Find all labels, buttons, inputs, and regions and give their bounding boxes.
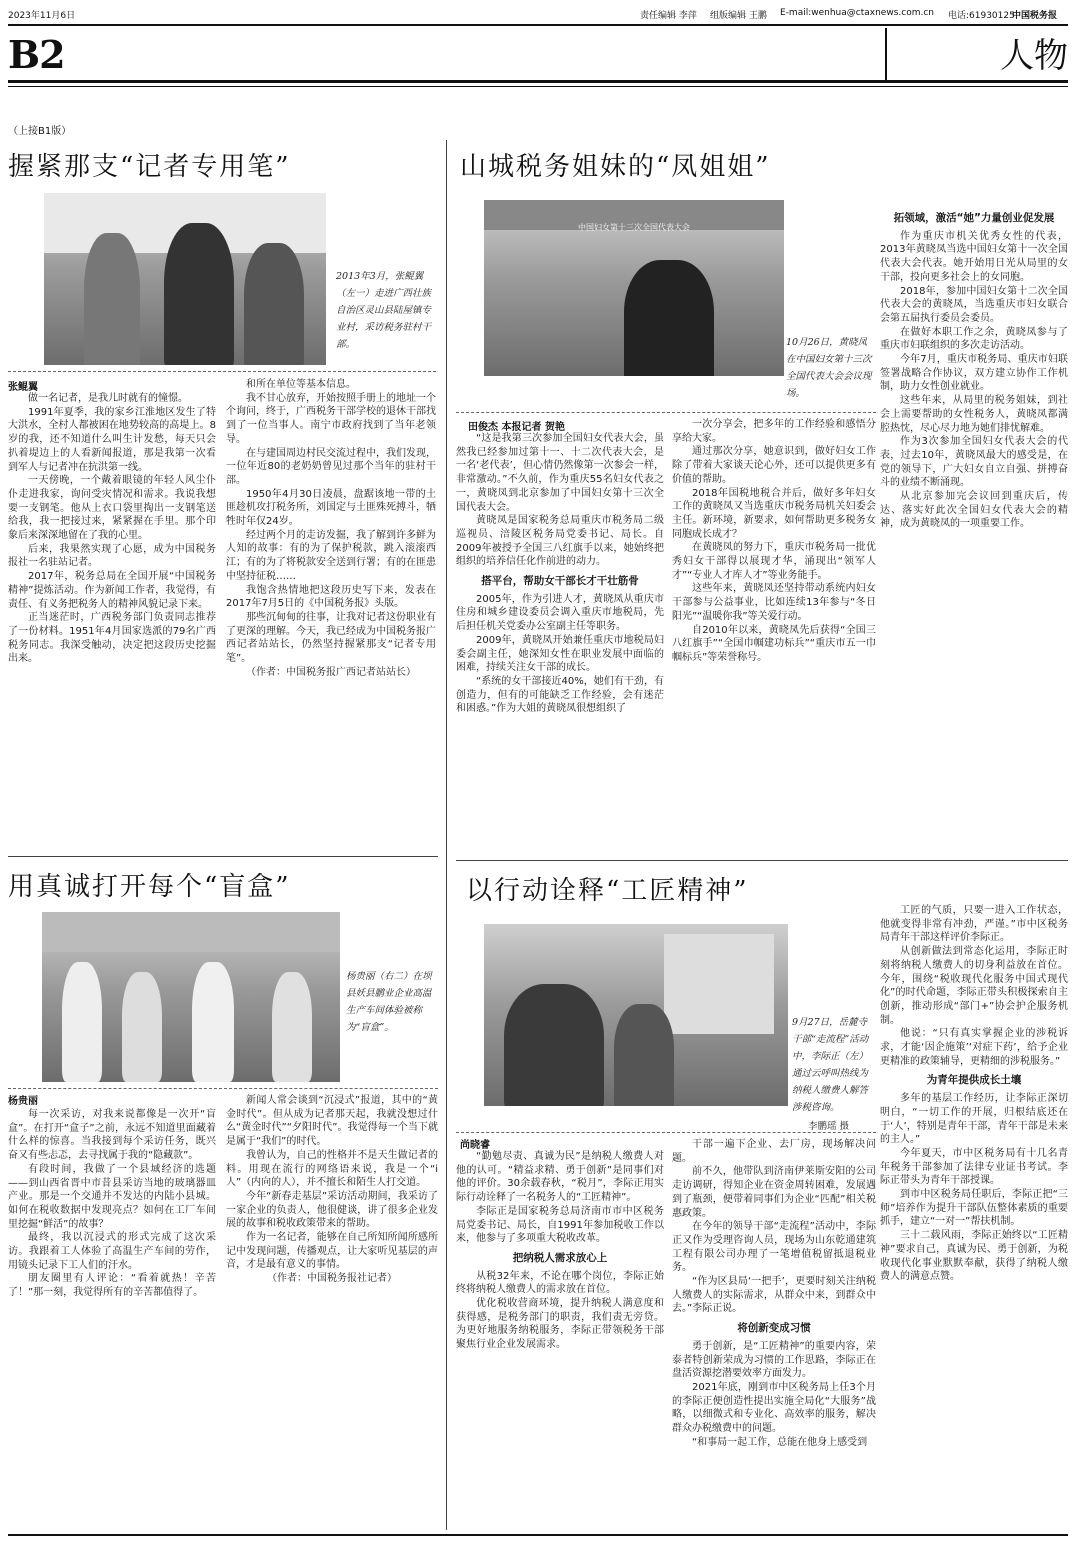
paragraph: 2005年，作为引进人才，黄晓凤从重庆市住房和城乡建设委员会调入重庆市地税局，先后担任机关党委办公室副主任等职务。 — [456, 593, 664, 633]
article4-caption: 9月27日，岳麓寺干部“走流程”活动中，李际正（左）通过云呼叫热线为纳税人缴费人解答涉税咨询。 — [792, 1017, 869, 1113]
paragraph: 2009年，黄晓凤开始兼任重庆市地税局妇委会副主任，她深知女性在职业发展中面临的困难，持续关注女干部的成长。 — [456, 634, 664, 674]
paragraph: “和事局一起工作，总能在他身上感受到 — [692, 1436, 868, 1448]
article4-col2 — [672, 1138, 876, 1520]
article4-title: 以行动诠释“工匠精神” — [466, 876, 749, 906]
article2-caption: 杨贵丽（右二）在坝县妖县鹏业企业高温生产车间体验被称为“盲盒”。 — [346, 971, 432, 1033]
article4-col3 — [880, 904, 1068, 1520]
paragraph: 作为一名记者，能够在自己所知所闻所感所记中发现问题，传播观点，让大家听见基层的声音，才是最有意义的事情。 — [226, 1232, 438, 1271]
editor-credit: 责任编辑 李萍 — [640, 11, 697, 21]
layout-credit: 组版编辑 王鹏 — [710, 11, 767, 21]
paragraph: 作为重庆市机关优秀女性的代表，2013年黄晓凤当选中国妇女第十一次全国代表大会代表。她开始用日光从局里的女干部，投向更多社会上的女同胞。 — [880, 230, 1068, 283]
paragraph: 李际正是国家税务总局济南市市中区税务局党委书记、局长，自1991年参加税收工作以来，他参与了多项重大税收改革。 — [456, 1205, 664, 1245]
paragraph: 今年7月，重庆市税务局、重庆市妇联签署战略合作协议，双方建立协作工作机制，助力女性创业就业。 — [880, 354, 1068, 393]
paragraph: 2021年底，刚到市中区税务局上任3个月的李际正便创造性提出实施全局化“大服务”战略，以细微式和专业化、高效率的服务，解决群众办税缴费中的问题。 — [672, 1381, 876, 1435]
article3-subheading: 拓领域，激活“她”力量创业促发展 — [893, 212, 1055, 224]
paragraph: 经过两个月的走访发掘，我了解到许多鲜为人知的故事：有的为了保护税款，跳入滚滚西江；有的为了将税款安全送到行署；有的在匪患中坚持征税…… — [226, 529, 436, 582]
article3-author: 田俊杰 本报记者 贺艳 — [468, 422, 565, 433]
paragraph: 三十二载风雨，李际正始终以“工匠精神”要求自己，真诚为民、勇于创新，为税收现代化事业默默奉献，获得了纳税人缴费人的满意点赞。 — [880, 1230, 1068, 1283]
paragraph: 2018年国税地税合并后，做好多年妇女工作的黄晓凤又当选重庆市税务局机关妇委会主任。新环境，新要求，如何帮助更多税务女同胞成长成才？ — [672, 487, 876, 540]
paragraph: 优化税收营商环境，提升纳税人满意度和获得感，是税务部门的职责，我们责无旁贷。为更好地服务纳税服务，李际正带领税务干部聚焦行业企业发展需求。 — [456, 1298, 664, 1351]
paragraph: 到市中区税务局任职后，李际正把“三师”培养作为提升干部队伍整体素质的重要抓手，建立“一对一”帮扶机制。 — [880, 1189, 1068, 1228]
paragraph: 后来，我果然实现了心愿，成为中国税务报社一名驻站记者。 — [8, 543, 216, 569]
article1-dash — [8, 371, 436, 372]
contact-phone: 电话:61930125 — [948, 11, 1015, 21]
paragraph: 2017年，税务总局在全国开展“中国税务精神”提炼活动。作为新闻工作者，我觉得，有责任、有义务把税务人的精神风貌记录下来。 — [8, 571, 216, 610]
article1-photo — [44, 193, 326, 365]
paragraph: 这些年来，黄晓凤还坚持带动系统内妇女干部参与公益事业，比如连续13年参与“冬日阳光”“温暖你我”等关爱行动。 — [672, 583, 876, 622]
page-rule-thin — [8, 86, 1068, 87]
article2-col1 — [8, 1108, 216, 1518]
article1-col1 — [8, 392, 216, 742]
paragraph: 勇于创新，是“工匠精神”的重要内容，荣泰者特创新荣成为习惯的工作思路，李际正在盘活资源挖潜要效率方面发力。 — [672, 1340, 876, 1380]
paragraph: 从税32年来，不论在哪个岗位，李际正始终将纳税人缴费人的需求放在首位。 — [456, 1270, 664, 1296]
paragraph: 每一次采访，对我来说都像是一次开“盲盒”。在打开“盒子”之前，永远不知道里面藏着什么样的惊喜。当我接到每个采访任务，既兴奋又有些忐忑，去寻找属于我的“隐藏款”。 — [8, 1109, 216, 1162]
article3-dash — [456, 412, 876, 413]
article3-col1 — [456, 432, 664, 830]
paragraph: 自2010年以来，黄晓凤先后获得“全国三八红旗手”“全国巾帼建功标兵”“重庆市五一巾帼标兵”等荣誉称号。 — [672, 624, 876, 663]
paragraph: 从创新做法到常态化运用，李际正时刻将纳税人缴费人的切身利益放在首位。今年，围绕“税收现代化服务中国式现代化”的时代命题，李际正带头积极探索自主创新，推动形成“部门+”协会护企服务机制。 — [880, 946, 1068, 1026]
paragraph: 在黄晓凤的努力下，重庆市税务局一批优秀妇女干部得以展现才华，涌现出“领军人才”“专业人才库人才”等业务能手。 — [672, 542, 876, 581]
paragraph: 今年夏天，市中区税务局有十几名青年税务干部参加了法律专业证书考试。李际正带头为青年干部授课。 — [880, 1147, 1068, 1187]
paragraph: 1950年4月30日凌晨，盘踞该地一带的土匪趁机攻打税务所，刘国定与土匪殊死搏斗，牺牲时年仅24岁。 — [226, 488, 436, 528]
paragraph: 正当迷茫时，广西税务部门负责同志推荐了一份材料。1951年4月国家选派的79名广西税务同志。我深受触动，决定把这段历史挖掘出来。 — [8, 612, 216, 665]
paragraph: 通过那次分享，她意识到，做好妇女工作除了带着大家谈天论心外，还可以提供更多有价值的帮助。 — [672, 446, 876, 485]
article2-photo — [42, 912, 340, 1082]
paragraph: “这是我第三次参加全国妇女代表大会，虽然我已经参加过第十一、十二次代表大会，是一名‘老代表’，但心情仍然像第一次参会一样，非常激动。”不久前，作为重庆55名妇女代表之一，黄晓凤到北京参加了中国妇女第十三次全国代表大会。 — [456, 433, 664, 513]
article4-subheading: 将创新变成习惯 — [737, 1322, 811, 1335]
article3-subheading: 搭平台，帮助女干部长才干壮筋骨 — [481, 575, 639, 588]
article3-photo — [484, 200, 784, 376]
paragraph: 那些沉甸甸的往事，让我对记者这份职业有了更深的理解。今天，我已经成为中国税务报广西记者站站长，仍然坚持握紧那支“记者专用笔”。 — [226, 611, 436, 665]
paragraph: 工匠的气质，只要一进入工作状态，他就变得非常有冲劲，严谨。”市中区税务局青年干部这样评价李际正。 — [880, 905, 1068, 944]
paragraph: 2018年，参加中国妇女第十二次全国代表大会的黄晓凤，当选重庆市妇女联合会第五届执行委员会委员。 — [880, 285, 1068, 324]
paragraph: 做一名记者，是我儿时就有的憧憬。 — [28, 393, 188, 404]
paragraph: 这些年来，从局里的税务姐妹，到社会上需要帮助的女性税务人，黄晓凤都满腔热忱，尽心尽力地为她们排忧解难。 — [880, 395, 1068, 434]
paragraph: 前不久，他带队到济南伊莱斯安阳的公司走访调研，得知企业在资金周转困难，发展遇到了瓶颈，便带着同事们为企业“匹配”相关税惠政策。 — [672, 1166, 876, 1219]
paragraph: 在今年的领导干部“走流程”活动中，李际正又作为受理咨询人员，现场为山东乾通建筑工程有限公司办理了一笔增值税留抵退税业务。 — [672, 1221, 876, 1274]
column-divider — [446, 140, 447, 1530]
paragraph: 多年的基层工作经历，让李际正深切明白，“一切工作的开展，归根结底还在于‘人’，特别是青年干部，青年干部是未来的主人。” — [880, 1093, 1068, 1146]
paragraph: “系统的女干部接近40%，她们有干劲，有创造力，但有的可能缺乏工作经验，会有迷茫和困惑。”作为大姐的黄晓凤很想组织了 — [456, 675, 664, 715]
article1-title: 握紧那支“记者专用笔” — [8, 152, 291, 182]
paragraph: 有段时间，我做了一个县域经济的选题——到山西省晋中市昔县采访当地的玻璃器皿产业。那是一个交通并不发达的内陆小县城。如何在税收数据中发现亮点？如何在工厂车间里挖掘“鲜活”的故事？ — [8, 1163, 216, 1230]
article4-author: 尚晓睿 — [460, 1140, 490, 1151]
paragraph: 和所在单位等基本信息。 — [246, 379, 356, 390]
article4-subheading: 为青年提供成长土壤 — [926, 1074, 1022, 1087]
paper-name: 中国税务报 — [1012, 11, 1058, 21]
page-rule — [8, 80, 1068, 83]
article2-col2 — [226, 1094, 438, 1518]
article-separator — [8, 856, 438, 857]
paragraph: 我不甘心放弃，开始按照手册上的地址一个个询问，终于，广西税务干部学校的退休干部找到了一位当事人。南宁市政府找到了当年老领导。 — [226, 392, 436, 445]
paragraph: “作为区县局‘一把手’，更要时刻关注纳税人缴费人的实际需求，从群众中来，到群众中去。”李际正说。 — [672, 1276, 876, 1315]
article2-dash — [8, 1088, 438, 1089]
author-note: （作者：中国税务报社记者） — [267, 1273, 397, 1285]
article3-title: 山城税务姐妹的“凤姐姐” — [460, 152, 771, 182]
paragraph: 从北京参加完会议回到重庆后，传达、落实好此次全国妇女代表大会的精神，成为黄晓凤的一项重要工作。 — [880, 491, 1068, 530]
paragraph: 今年“新春走基层”采访活动期间，我采访了一家企业的负责人，他很健谈，讲了很多企业发展的故事和税收政策带来的帮助。 — [226, 1190, 438, 1230]
article1-author: 张鲲翼 — [8, 382, 38, 393]
article1-col2 — [226, 378, 436, 742]
paragraph: 新闻人常会谈到“沉浸式”报道，其中的“黄金时代”。但从成为记者那天起，我就没想过什么“黄金时代”“夕阳时代”。我觉得每一个当下就是属于“我们”的时代。 — [226, 1095, 438, 1148]
article4-photo-credit: 李鹏瑶 摄 — [808, 1121, 850, 1132]
page-header — [0, 0, 1076, 26]
article-separator — [456, 860, 1068, 861]
paragraph: 我饱含热情地把这段历史写下来，发表在2017年7月5日的《中国税务报》头版。 — [226, 584, 436, 610]
contact-email[interactable]: E-mail:wenhua@ctaxnews.com.cn — [780, 8, 934, 18]
continued-note: （上接B1版） — [8, 126, 72, 137]
article4-photo — [484, 924, 788, 1106]
paragraph: 最终，我以沉浸式的形式完成了这次采访。我跟着工人体验了高温生产车间的劳作，用镜头记录下工人们的汗水。 — [8, 1232, 216, 1271]
paragraph: 我曾认为，自己的性格并不是天生做记者的料。用现在流行的网络语来说，我是一个“i人”（内向的人），并不擅长和陌生人打交道。 — [226, 1149, 438, 1189]
article4-col1 — [456, 1150, 664, 1520]
section-title: 人物 — [1000, 36, 1068, 76]
paragraph: 作为3次参加全国妇女代表大会的代表，过去10年，黄晓凤最大的感受是，在党的领导下，广大妇女自立自强、拼搏奋斗的业绩不断涌现。 — [880, 436, 1068, 489]
paragraph: 在与建国周边村民交流过程中，我们发现，一位年近80的老奶奶曾见过那个当年的驻村干部。 — [226, 447, 436, 486]
footer-rule — [8, 1534, 1068, 1536]
conference-banner: 中国妇女第十三次全国代表大会 — [578, 223, 690, 232]
paragraph: 他说：“只有真实掌握企业的涉税诉求，才能‘因企施策’‘对症下药’，给予企业更精准的政策辅导，更精细的涉税服务。” — [880, 1028, 1068, 1067]
article4-subheading: 把纳税人需求放心上 — [512, 1251, 608, 1264]
article1-caption: 2013年3月，张鲲翼（左一）走进广西壮族自治区灵山县陆屋镇专业村，采访税务驻村干部。 — [336, 271, 432, 350]
article3-caption: 10月26日，黄晓凤在中国妇女第十三次全国代表大会会议现场。 — [786, 337, 872, 399]
paragraph: 一天傍晚，一个戴着眼镜的年轻人风尘仆仆走进我家，询问受灾情况和需求。我说我想要一支钢笔。他从上衣口袋里掏出一支钢笔送给我，我一把接过来，紧紧握在手里。那个印象后来深深地留在了我的心里。 — [8, 475, 216, 542]
article3-col3 — [880, 212, 1068, 830]
page-number: B2 — [8, 32, 65, 77]
header-rule — [8, 24, 1068, 26]
article4-dash — [456, 1132, 876, 1133]
paragraph: 1991年夏季，我的家乡江淮地区发生了特大洪水，全村人都被困在地势较高的高堤上。8岁的我，还不知道什么叫生计发愁，每天只会扒着堤边上的人看新闻报道，那是我第一次看到军人与记者冲在抗洪第一线。 — [8, 406, 216, 473]
issue-date: 2023年11月6日 — [8, 11, 76, 21]
author-note: （作者：中国税务报广西记者站站长） — [246, 666, 416, 678]
paragraph: 干部一遍下企业、去厂房，现场解决问题。 — [672, 1139, 876, 1164]
article2-author: 杨贵丽 — [8, 1096, 38, 1107]
paragraph: 黄晓凤是国家税务总局重庆市税务局二级巡视员、涪陵区税务局党委书记、局长。自2009年被授予全国三八红旗手以来，她始终把组织的培养信任化作前进的动力。 — [456, 515, 664, 568]
paragraph: 在做好本职工作之余，黄晓凤参与了重庆市妇联组织的多次走访活动。 — [880, 326, 1068, 352]
article2-title: 用真诚打开每个“盲盒” — [8, 872, 291, 902]
article3-col2 — [672, 418, 876, 830]
paragraph: 朋友圈里有人评论：“看着就热！辛苦了！”那一刻，我觉得所有的辛苦都值得了。 — [8, 1273, 216, 1299]
paragraph: “勤勉尽责、真诚为民”是纳税人缴费人对他的认可。“精益求精、勇于创新”是同事们对他的评价。30余载春秋，“税月”，李际正用实际行动诠释了一名税务人的“工匠精神”。 — [456, 1151, 664, 1204]
paragraph: 一次分享会，把多年的工作经验和感悟分享给大家。 — [672, 419, 876, 444]
